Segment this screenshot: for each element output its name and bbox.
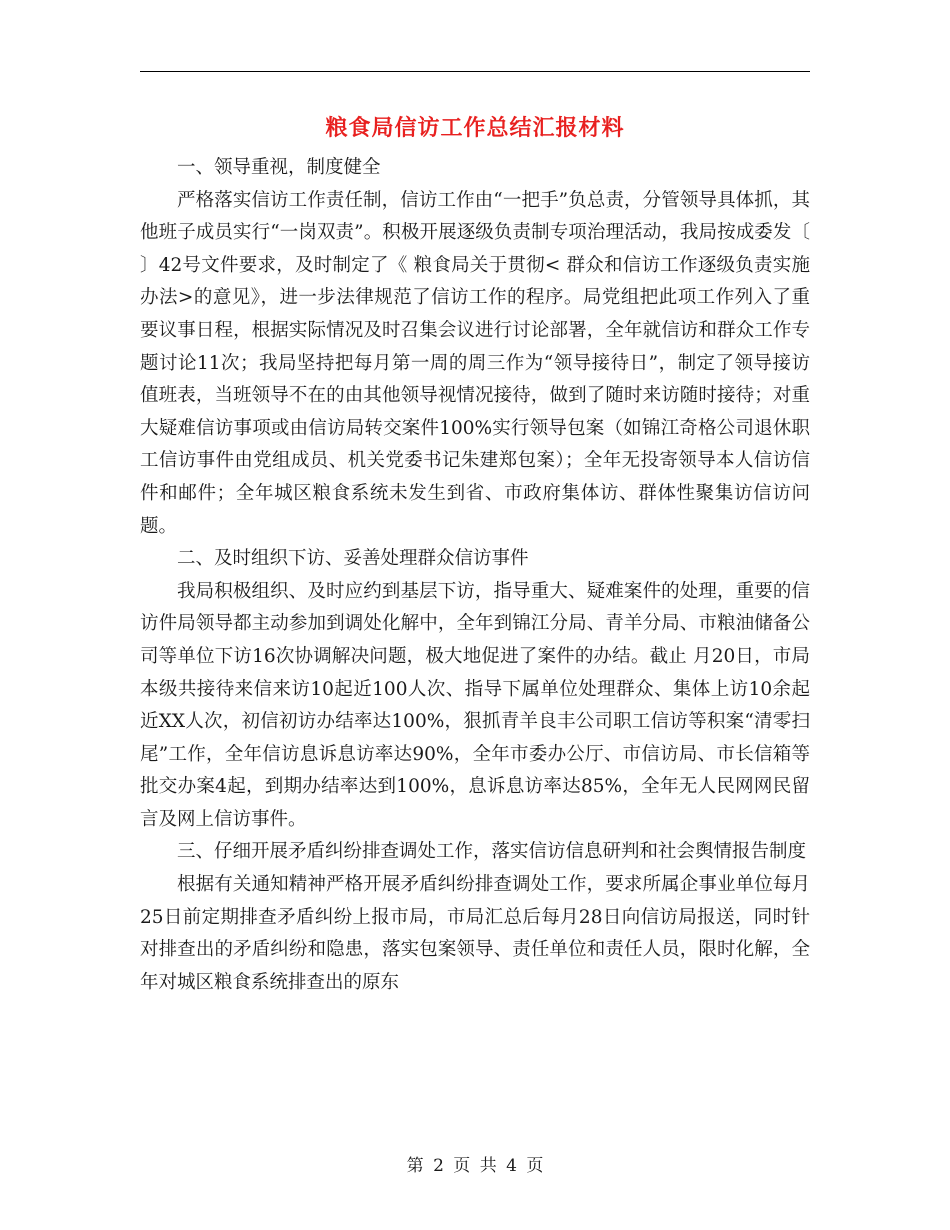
document-body: [140, 152, 810, 999]
section-heading-2: 二、及时组织下访、妥善处理群众信访事件: [177, 548, 529, 570]
page-footer: [0, 1154, 950, 1178]
header-rule: [140, 71, 810, 72]
section-3-paragraph-1: 根据有关通知精神严格开展矛盾纠纷排查调处工作，要求所属企事业单位每月25日前定期排查矛盾纠纷上报市局，市局汇总后每月28日向信访局报送，同时针对排查出的矛盾纠纷和隐患，落实包案领导、责任单位和责任人员，限时化解，全年对城区粮食系统排查出的原东: [140, 874, 810, 993]
section-heading-3: 三、仔细开展矛盾纠纷排查调处工作，落实信访信息研判和社会舆情报告制度: [177, 841, 807, 863]
section-2-paragraph-1: 我局积极组织、及时应约到基层下访，指导重大、疑难案件的处理，重要的信访件局领导都主动参加到调处化解中，全年到锦江分局、青羊分局、市粮油储备公司等单位下访16次协调解决问题，极大地促进了案件的办结。截止 月20日，市局本级共接待来信来访10起近100人次、指导下属单位处理群众、集体上访10余起近XX人次，初信初访办结率达100%，狠抓青羊良丰公司职工信访等积案“清零扫尾”工作，全年信访息诉息访率达90%，全年市委办公厅、市信访局、市长信箱等批交办案4起，到期办结率达到100%，息诉息访率达85%，全年无人民网网民留言及网上信访事件。: [140, 580, 810, 830]
footer-prefix: 第: [406, 1156, 424, 1176]
footer-total-pages: 4: [506, 1156, 517, 1176]
footer-total-word: 共: [479, 1156, 497, 1176]
section-heading-1: 一、领导重视，制度健全: [177, 157, 381, 178]
document-title: 粮食局信访工作总结汇报材料: [325, 115, 625, 141]
footer-current-page: 2: [433, 1156, 444, 1176]
footer-page-word: 页: [453, 1156, 471, 1176]
footer-suffix: 页: [526, 1156, 544, 1176]
section-1-paragraph-1: 严格落实信访工作责任制，信访工作由“一把手”负总责，分管领导具体抓，其他班子成员实行“一岗双责”。积极开展逐级负责制专项治理活动，我局按成委发〔 〕42号文件要求，及时制定了《 粮食局关于贯彻< 群众和信访工作逐级负责实施办法>的意见》，进一步法律规范了信访工作的程序。局党组把此项工作列入了重要议事日程，根据实际情况及时召集会议进行讨论部署，全年就信访和群众工作专题讨论11次；我局坚持把每月第一周的周三作为“领导接待日”，制定了领导接访值班表，当班领导不在的由其他领导视情况接待，做到了随时来访随时接待；对重大疑难信访事项或由信访局转交案件100%实行领导包案（如锦江奇格公司退休职工信访事件由党组成员、机关党委书记朱建郑包案）；全年无投寄领导本人信访信件和邮件；全年城区粮食系统未发生到省、市政府集体访、群体性聚集访信访问题。: [140, 189, 810, 537]
